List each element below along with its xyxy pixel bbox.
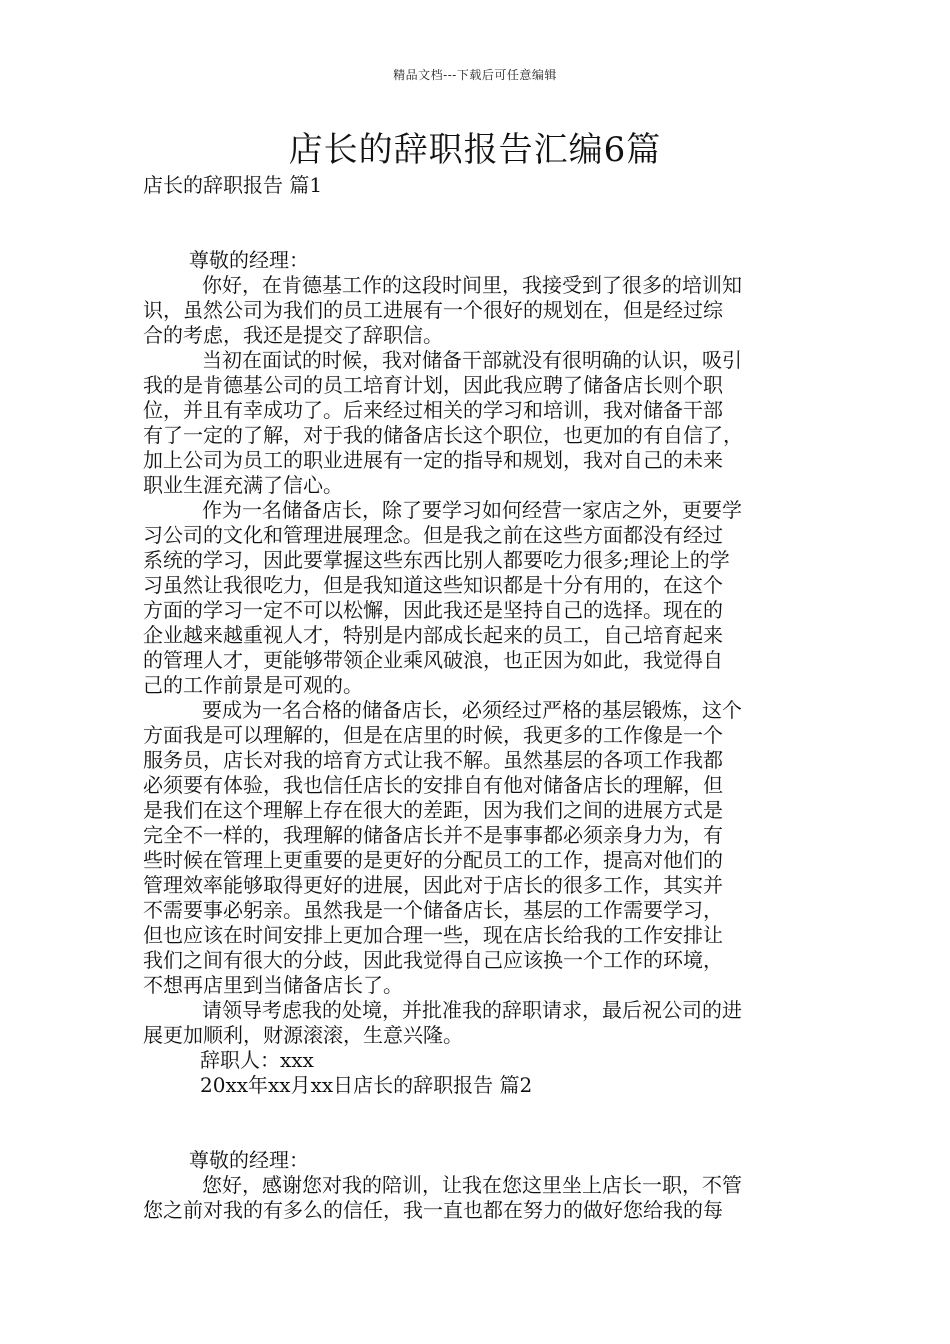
document-body bbox=[143, 173, 808, 1223]
paragraph-line: 合的考虑，我还是提交了辞职信。 bbox=[143, 323, 443, 347]
paragraph-line: 不想再店里到当储备店长了。 bbox=[143, 973, 403, 997]
paragraph-line: 请领导考虑我的处境，并批准我的辞职请求，最后祝公司的进 bbox=[202, 998, 742, 1022]
paragraph-line: 加上公司为员工的职业进展有一定的指导和规划，我对自己的未来 bbox=[143, 448, 723, 472]
paragraph-line: 有了一定的了解，对于我的储备店长这个职位，也更加的有自信了， bbox=[143, 423, 743, 447]
paragraph-line: 展更加顺利，财源滚滚，生意兴隆。 bbox=[143, 1023, 463, 1047]
paragraph-line: 你好，在肯德基工作的这段时间里，我接受到了很多的培训知 bbox=[202, 273, 742, 297]
paragraph-line: 己的工作前景是可观的。 bbox=[143, 673, 363, 697]
paragraph-line: 方面我是可以理解的，但是在店里的时候，我更多的工作像是一个 bbox=[143, 723, 723, 747]
paragraph-line: 系统的学习，因此要掌握这些东西比别人都要吃力很多;理论上的学 bbox=[143, 548, 730, 572]
paragraph-line: 识，虽然公司为我们的员工进展有一个很好的规划在，但是经过综 bbox=[143, 298, 723, 322]
page-title: 店长的辞职报告汇编6篇 bbox=[288, 130, 662, 170]
paragraph-3 bbox=[143, 498, 808, 698]
paragraph-line: 要成为一名合格的储备店长，必须经过严格的基层锻炼，这个 bbox=[202, 698, 742, 722]
paragraph-line: 些时候在管理上更重要的是更好的分配员工的工作，提高对他们的 bbox=[143, 848, 723, 872]
paragraph-line: 习虽然让我很吃力，但是我知道这些知识都是十分有用的，在这个 bbox=[143, 573, 723, 597]
paragraph-line: 但也应该在时间安排上更加合理一些，现在店长给我的工作安排让 bbox=[143, 923, 723, 947]
signature: 辞职人：xxx bbox=[200, 1048, 314, 1072]
salutation-2: 尊敬的经理： bbox=[189, 1148, 309, 1172]
paragraph-line: 我的是肯德基公司的员工培育计划，因此我应聘了储备店长则个职 bbox=[143, 373, 723, 397]
paragraph-line: 不需要事必躬亲。虽然我是一个储备店长，基层的工作需要学习， bbox=[143, 898, 723, 922]
blank-space bbox=[143, 1098, 808, 1148]
paragraph-line: 管理效率能够取得更好的进展，因此对于店长的很多工作，其实并 bbox=[143, 873, 723, 897]
header-note: 精品文档---下载后可任意编辑 bbox=[393, 68, 557, 82]
salutation: 尊敬的经理： bbox=[189, 248, 309, 272]
paragraph-line: 您之前对我的有多么的信任，我一直也都在努力的做好您给我的每 bbox=[143, 1198, 723, 1222]
paragraph-4 bbox=[143, 698, 808, 998]
paragraph-2 bbox=[143, 348, 808, 498]
paragraph-line: 服务员，店长对我的培育方式让我不解。虽然基层的各项工作我都 bbox=[143, 748, 723, 772]
paragraph-line: 作为一名储备店长，除了要学习如何经营一家店之外，更要学 bbox=[202, 498, 742, 522]
paragraph-line: 必须要有体验，我也信任店长的安排自有他对储备店长的理解，但 bbox=[143, 773, 723, 797]
section-heading: 店长的辞职报告 篇1 bbox=[143, 173, 323, 197]
paragraph-line: 您好，感谢您对我的陪训，让我在您这里坐上店长一职，不管 bbox=[202, 1173, 742, 1197]
paragraph-line: 职业生涯充满了信心。 bbox=[143, 473, 343, 497]
paragraph-line: 完全不一样的，我理解的储备店长并不是事事都必须亲身力为，有 bbox=[143, 823, 723, 847]
blank-space bbox=[143, 198, 808, 248]
paragraph-line: 我们之间有很大的分歧，因此我觉得自己应该换一个工作的环境， bbox=[143, 948, 723, 972]
date-and-next-heading: 20xx年xx月xx日店长的辞职报告 篇2 bbox=[200, 1073, 533, 1097]
paragraph-1 bbox=[143, 273, 808, 348]
paragraph-line: 习公司的文化和管理进展理念。但是我之前在这些方面都没有经过 bbox=[143, 523, 723, 547]
paragraph-line: 位，并且有幸成功了。后来经过相关的学习和培训，我对储备干部 bbox=[143, 398, 723, 422]
paragraph-line: 的管理人才，更能够带领企业乘风破浪，也正因为如此，我觉得自 bbox=[143, 648, 723, 672]
paragraph-line: 方面的学习一定不可以松懈，因此我还是坚持自己的选择。现在的 bbox=[143, 598, 723, 622]
paragraph-line: 是我们在这个理解上存在很大的差距，因为我们之间的进展方式是 bbox=[143, 798, 723, 822]
paragraph-line: 企业越来越重视人才，特别是内部成长起来的员工，自己培育起来 bbox=[143, 623, 723, 647]
paragraph-line: 当初在面试的时候，我对储备干部就没有很明确的认识，吸引 bbox=[202, 348, 742, 372]
paragraph-5 bbox=[143, 998, 808, 1048]
